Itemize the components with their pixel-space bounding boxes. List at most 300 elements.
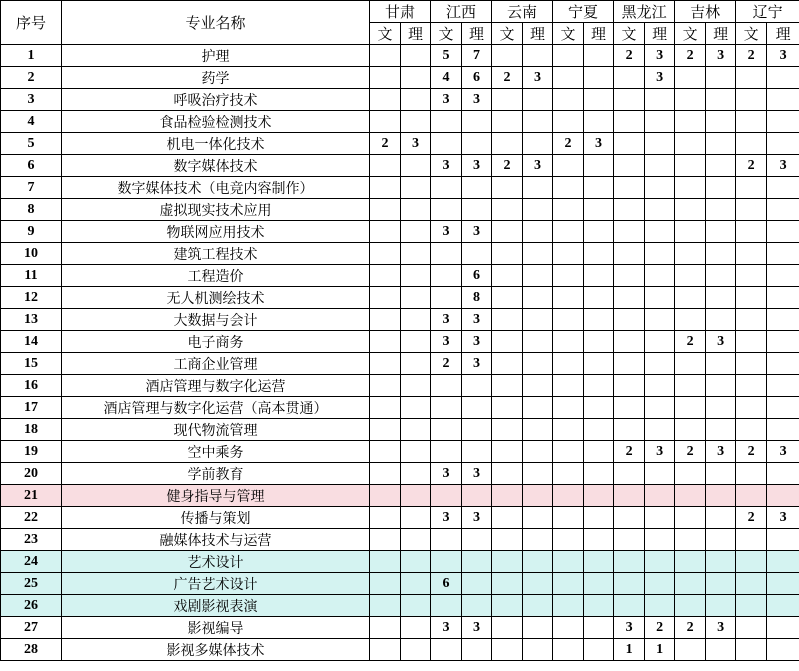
arts-count-cell bbox=[553, 375, 584, 397]
arts-count-cell bbox=[431, 265, 462, 287]
science-count-cell bbox=[706, 199, 736, 221]
science-count-cell bbox=[401, 463, 431, 485]
arts-count-cell bbox=[431, 111, 462, 133]
science-count-cell: 3 bbox=[401, 133, 431, 155]
arts-count-cell bbox=[553, 441, 584, 463]
science-count-cell bbox=[523, 265, 553, 287]
science-count-cell: 3 bbox=[462, 463, 492, 485]
arts-count-cell bbox=[492, 133, 523, 155]
science-count-cell bbox=[706, 485, 736, 507]
arts-count-cell bbox=[736, 485, 767, 507]
arts-count-cell bbox=[614, 375, 645, 397]
arts-count-cell bbox=[614, 309, 645, 331]
arts-count-cell bbox=[370, 331, 401, 353]
science-count-cell bbox=[584, 463, 614, 485]
arts-count-cell bbox=[553, 309, 584, 331]
arts-count-cell bbox=[736, 397, 767, 419]
science-count-cell bbox=[401, 397, 431, 419]
arts-count-cell bbox=[736, 133, 767, 155]
province-header: 宁夏 bbox=[553, 1, 614, 23]
arts-count-cell bbox=[614, 133, 645, 155]
arts-count-cell: 2 bbox=[614, 441, 645, 463]
arts-count-cell bbox=[492, 45, 523, 67]
science-count-cell: 2 bbox=[645, 617, 675, 639]
arts-header: 文 bbox=[675, 23, 706, 45]
arts-count-cell: 2 bbox=[675, 441, 706, 463]
arts-count-cell bbox=[614, 397, 645, 419]
arts-count-cell bbox=[492, 463, 523, 485]
arts-count-cell bbox=[431, 199, 462, 221]
arts-count-cell bbox=[431, 243, 462, 265]
arts-count-cell bbox=[736, 265, 767, 287]
table-row bbox=[1, 529, 799, 551]
row-number: 11 bbox=[1, 265, 62, 287]
row-number: 19 bbox=[1, 441, 62, 463]
major-name: 传播与策划 bbox=[62, 507, 370, 529]
arts-count-cell bbox=[492, 243, 523, 265]
science-count-cell bbox=[767, 221, 799, 243]
science-count-cell bbox=[584, 441, 614, 463]
arts-count-cell bbox=[675, 397, 706, 419]
arts-count-cell bbox=[675, 221, 706, 243]
arts-count-cell bbox=[736, 67, 767, 89]
arts-count-cell bbox=[614, 485, 645, 507]
science-header: 理 bbox=[462, 23, 492, 45]
arts-count-cell bbox=[675, 111, 706, 133]
row-number: 1 bbox=[1, 45, 62, 67]
arts-count-cell bbox=[675, 463, 706, 485]
science-count-cell bbox=[584, 375, 614, 397]
province-header: 吉林 bbox=[675, 1, 736, 23]
science-count-cell bbox=[462, 111, 492, 133]
science-count-cell: 3 bbox=[523, 155, 553, 177]
science-count-cell bbox=[584, 155, 614, 177]
major-name: 学前教育 bbox=[62, 463, 370, 485]
arts-count-cell bbox=[431, 595, 462, 617]
science-count-cell bbox=[706, 375, 736, 397]
table-row bbox=[1, 573, 799, 595]
arts-count-cell bbox=[736, 573, 767, 595]
science-count-cell bbox=[645, 287, 675, 309]
arts-count-cell bbox=[736, 199, 767, 221]
science-count-cell bbox=[523, 441, 553, 463]
science-count-cell bbox=[706, 507, 736, 529]
science-count-cell bbox=[584, 331, 614, 353]
science-count-cell bbox=[523, 45, 553, 67]
arts-count-cell bbox=[492, 595, 523, 617]
arts-count-cell bbox=[736, 89, 767, 111]
science-count-cell bbox=[706, 419, 736, 441]
table-row bbox=[1, 485, 799, 507]
science-count-cell bbox=[584, 111, 614, 133]
science-count-cell bbox=[523, 89, 553, 111]
arts-count-cell: 3 bbox=[431, 221, 462, 243]
science-count-cell bbox=[706, 573, 736, 595]
science-count-cell bbox=[767, 133, 799, 155]
science-count-cell bbox=[767, 617, 799, 639]
science-count-cell: 3 bbox=[462, 353, 492, 375]
arts-count-cell bbox=[553, 155, 584, 177]
arts-count-cell bbox=[736, 463, 767, 485]
arts-count-cell bbox=[736, 529, 767, 551]
science-count-cell bbox=[767, 419, 799, 441]
arts-count-cell: 2 bbox=[736, 155, 767, 177]
science-count-cell bbox=[645, 485, 675, 507]
table-row bbox=[1, 221, 799, 243]
science-count-cell bbox=[401, 243, 431, 265]
science-count-cell bbox=[401, 441, 431, 463]
arts-count-cell bbox=[675, 529, 706, 551]
arts-count-cell bbox=[614, 551, 645, 573]
arts-count-cell bbox=[553, 463, 584, 485]
arts-header: 文 bbox=[431, 23, 462, 45]
science-count-cell: 6 bbox=[462, 265, 492, 287]
arts-count-cell bbox=[675, 89, 706, 111]
arts-header: 文 bbox=[736, 23, 767, 45]
science-count-cell bbox=[767, 529, 799, 551]
science-count-cell bbox=[584, 221, 614, 243]
seq-header: 序号 bbox=[1, 1, 62, 45]
arts-count-cell bbox=[370, 67, 401, 89]
science-count-cell bbox=[584, 309, 614, 331]
science-count-cell bbox=[767, 89, 799, 111]
science-count-cell bbox=[401, 595, 431, 617]
science-count-cell bbox=[645, 265, 675, 287]
science-count-cell bbox=[401, 485, 431, 507]
row-number: 24 bbox=[1, 551, 62, 573]
table-row bbox=[1, 551, 799, 573]
science-count-cell bbox=[523, 199, 553, 221]
major-name: 护理 bbox=[62, 45, 370, 67]
major-name: 健身指导与管理 bbox=[62, 485, 370, 507]
arts-count-cell bbox=[736, 287, 767, 309]
major-name: 酒店管理与数字化运营 bbox=[62, 375, 370, 397]
science-count-cell: 3 bbox=[706, 441, 736, 463]
arts-count-cell: 3 bbox=[431, 463, 462, 485]
arts-count-cell bbox=[370, 221, 401, 243]
science-count-cell bbox=[706, 463, 736, 485]
arts-count-cell: 2 bbox=[736, 45, 767, 67]
arts-count-cell bbox=[370, 45, 401, 67]
province-header: 黑龙江 bbox=[614, 1, 675, 23]
arts-count-cell: 2 bbox=[675, 331, 706, 353]
arts-count-cell bbox=[553, 617, 584, 639]
science-count-cell bbox=[645, 309, 675, 331]
major-name: 广告艺术设计 bbox=[62, 573, 370, 595]
arts-count-cell bbox=[370, 463, 401, 485]
science-count-cell bbox=[645, 133, 675, 155]
arts-count-cell bbox=[553, 353, 584, 375]
arts-count-cell: 2 bbox=[370, 133, 401, 155]
science-count-cell bbox=[584, 419, 614, 441]
arts-count-cell bbox=[492, 441, 523, 463]
arts-count-cell bbox=[675, 573, 706, 595]
table-body bbox=[1, 45, 799, 661]
arts-count-cell bbox=[736, 221, 767, 243]
arts-count-cell bbox=[614, 243, 645, 265]
science-count-cell bbox=[645, 419, 675, 441]
table-row bbox=[1, 463, 799, 485]
science-count-cell bbox=[767, 375, 799, 397]
science-header: 理 bbox=[401, 23, 431, 45]
science-count-cell bbox=[523, 353, 553, 375]
row-number: 13 bbox=[1, 309, 62, 331]
science-count-cell bbox=[523, 419, 553, 441]
science-count-cell bbox=[584, 573, 614, 595]
arts-count-cell bbox=[431, 441, 462, 463]
major-name: 呼吸治疗技术 bbox=[62, 89, 370, 111]
arts-count-cell bbox=[736, 617, 767, 639]
arts-count-cell: 2 bbox=[736, 507, 767, 529]
arts-count-cell bbox=[492, 617, 523, 639]
table-row bbox=[1, 595, 799, 617]
science-count-cell: 3 bbox=[462, 221, 492, 243]
arts-count-cell: 3 bbox=[431, 155, 462, 177]
arts-count-cell bbox=[553, 331, 584, 353]
arts-count-cell: 2 bbox=[492, 155, 523, 177]
science-count-cell bbox=[767, 67, 799, 89]
arts-header: 文 bbox=[553, 23, 584, 45]
arts-count-cell bbox=[431, 419, 462, 441]
science-count-cell bbox=[584, 617, 614, 639]
arts-count-cell bbox=[675, 375, 706, 397]
science-count-cell bbox=[462, 529, 492, 551]
arts-count-cell bbox=[553, 595, 584, 617]
science-count-cell: 8 bbox=[462, 287, 492, 309]
science-count-cell bbox=[706, 287, 736, 309]
science-count-cell: 3 bbox=[706, 331, 736, 353]
science-count-cell bbox=[584, 89, 614, 111]
science-count-cell bbox=[462, 243, 492, 265]
arts-count-cell bbox=[553, 67, 584, 89]
arts-count-cell bbox=[614, 89, 645, 111]
science-count-cell: 6 bbox=[462, 67, 492, 89]
science-count-cell bbox=[767, 639, 799, 661]
arts-count-cell bbox=[675, 639, 706, 661]
arts-count-cell bbox=[675, 485, 706, 507]
arts-count-cell bbox=[675, 133, 706, 155]
table-row bbox=[1, 45, 799, 67]
table-row bbox=[1, 89, 799, 111]
science-count-cell bbox=[706, 67, 736, 89]
arts-count-cell bbox=[553, 111, 584, 133]
science-count-cell bbox=[706, 155, 736, 177]
major-name: 物联网应用技术 bbox=[62, 221, 370, 243]
arts-count-cell bbox=[370, 551, 401, 573]
row-number: 26 bbox=[1, 595, 62, 617]
arts-count-cell: 2 bbox=[614, 45, 645, 67]
table-row bbox=[1, 287, 799, 309]
arts-count-cell: 3 bbox=[431, 617, 462, 639]
science-count-cell bbox=[706, 265, 736, 287]
table-row bbox=[1, 353, 799, 375]
arts-count-cell bbox=[675, 199, 706, 221]
arts-count-cell bbox=[614, 155, 645, 177]
province-header: 辽宁 bbox=[736, 1, 799, 23]
science-count-cell bbox=[401, 529, 431, 551]
science-count-cell bbox=[767, 199, 799, 221]
arts-count-cell bbox=[736, 419, 767, 441]
arts-count-cell bbox=[431, 529, 462, 551]
arts-count-cell bbox=[736, 243, 767, 265]
arts-count-cell bbox=[614, 353, 645, 375]
science-count-cell bbox=[462, 375, 492, 397]
arts-count-cell bbox=[492, 331, 523, 353]
arts-count-cell bbox=[492, 529, 523, 551]
science-count-cell bbox=[645, 199, 675, 221]
arts-count-cell bbox=[736, 309, 767, 331]
major-name: 戏剧影视表演 bbox=[62, 595, 370, 617]
science-count-cell bbox=[523, 243, 553, 265]
arts-count-cell bbox=[553, 221, 584, 243]
science-count-cell bbox=[401, 617, 431, 639]
table-row bbox=[1, 397, 799, 419]
science-count-cell bbox=[767, 287, 799, 309]
arts-count-cell bbox=[553, 529, 584, 551]
row-number: 14 bbox=[1, 331, 62, 353]
science-header: 理 bbox=[584, 23, 614, 45]
arts-count-cell bbox=[553, 199, 584, 221]
arts-count-cell bbox=[370, 265, 401, 287]
arts-count-cell bbox=[431, 375, 462, 397]
science-count-cell bbox=[584, 397, 614, 419]
row-number: 2 bbox=[1, 67, 62, 89]
science-count-cell: 3 bbox=[767, 155, 799, 177]
major-name: 数字媒体技术 bbox=[62, 155, 370, 177]
science-count-cell: 3 bbox=[584, 133, 614, 155]
arts-count-cell: 2 bbox=[675, 45, 706, 67]
table-header bbox=[1, 1, 799, 45]
arts-count-cell: 6 bbox=[431, 573, 462, 595]
arts-count-cell: 3 bbox=[614, 617, 645, 639]
arts-count-cell bbox=[553, 551, 584, 573]
row-number: 8 bbox=[1, 199, 62, 221]
arts-count-cell bbox=[370, 353, 401, 375]
arts-count-cell bbox=[675, 419, 706, 441]
arts-count-cell bbox=[553, 265, 584, 287]
arts-count-cell bbox=[370, 639, 401, 661]
arts-count-cell: 4 bbox=[431, 67, 462, 89]
science-count-cell bbox=[767, 573, 799, 595]
row-number: 27 bbox=[1, 617, 62, 639]
science-count-cell bbox=[767, 111, 799, 133]
science-count-cell: 3 bbox=[767, 507, 799, 529]
science-count-cell: 3 bbox=[462, 331, 492, 353]
arts-count-cell bbox=[736, 595, 767, 617]
arts-count-cell bbox=[675, 507, 706, 529]
arts-count-cell bbox=[492, 507, 523, 529]
arts-count-cell bbox=[492, 419, 523, 441]
arts-count-cell bbox=[675, 353, 706, 375]
arts-count-cell bbox=[736, 111, 767, 133]
major-name: 机电一体化技术 bbox=[62, 133, 370, 155]
science-count-cell bbox=[523, 463, 553, 485]
arts-count-cell bbox=[553, 639, 584, 661]
arts-count-cell bbox=[370, 375, 401, 397]
arts-count-cell: 3 bbox=[431, 507, 462, 529]
row-number: 16 bbox=[1, 375, 62, 397]
science-count-cell bbox=[523, 617, 553, 639]
science-count-cell bbox=[706, 595, 736, 617]
arts-count-cell: 3 bbox=[431, 309, 462, 331]
arts-count-cell bbox=[370, 287, 401, 309]
science-count-cell bbox=[584, 639, 614, 661]
science-count-cell bbox=[706, 177, 736, 199]
science-count-cell bbox=[645, 177, 675, 199]
science-count-cell: 3 bbox=[645, 45, 675, 67]
arts-count-cell bbox=[675, 177, 706, 199]
science-count-cell bbox=[706, 397, 736, 419]
row-number: 5 bbox=[1, 133, 62, 155]
table-row bbox=[1, 133, 799, 155]
arts-count-cell bbox=[553, 573, 584, 595]
arts-count-cell bbox=[614, 573, 645, 595]
arts-count-cell bbox=[675, 155, 706, 177]
row-number: 3 bbox=[1, 89, 62, 111]
science-count-cell bbox=[645, 397, 675, 419]
arts-count-cell bbox=[370, 155, 401, 177]
science-count-cell: 3 bbox=[645, 441, 675, 463]
science-count-cell bbox=[645, 111, 675, 133]
science-count-cell bbox=[401, 155, 431, 177]
major-name: 酒店管理与数字化运营（高本贯通） bbox=[62, 397, 370, 419]
science-count-cell bbox=[584, 243, 614, 265]
science-count-cell: 3 bbox=[767, 45, 799, 67]
science-count-cell bbox=[584, 529, 614, 551]
science-count-cell bbox=[523, 331, 553, 353]
arts-count-cell bbox=[370, 419, 401, 441]
arts-count-cell bbox=[492, 287, 523, 309]
row-number: 21 bbox=[1, 485, 62, 507]
arts-count-cell: 5 bbox=[431, 45, 462, 67]
arts-count-cell bbox=[553, 287, 584, 309]
science-count-cell bbox=[645, 375, 675, 397]
science-header: 理 bbox=[523, 23, 553, 45]
table-row bbox=[1, 507, 799, 529]
science-count-cell bbox=[523, 133, 553, 155]
table-row bbox=[1, 265, 799, 287]
arts-count-cell bbox=[736, 551, 767, 573]
science-count-cell bbox=[401, 177, 431, 199]
major-name: 工商企业管理 bbox=[62, 353, 370, 375]
arts-count-cell bbox=[492, 265, 523, 287]
arts-count-cell bbox=[553, 45, 584, 67]
arts-count-cell bbox=[492, 309, 523, 331]
table-row bbox=[1, 441, 799, 463]
science-count-cell bbox=[401, 419, 431, 441]
arts-count-cell bbox=[553, 419, 584, 441]
science-count-cell bbox=[523, 375, 553, 397]
science-count-cell bbox=[401, 265, 431, 287]
science-count-cell: 3 bbox=[462, 155, 492, 177]
science-count-cell bbox=[584, 353, 614, 375]
arts-count-cell bbox=[370, 243, 401, 265]
science-count-cell bbox=[401, 89, 431, 111]
science-count-cell bbox=[462, 551, 492, 573]
arts-count-cell: 1 bbox=[614, 639, 645, 661]
arts-count-cell bbox=[370, 177, 401, 199]
science-count-cell: 1 bbox=[645, 639, 675, 661]
arts-count-cell bbox=[492, 177, 523, 199]
science-count-cell: 7 bbox=[462, 45, 492, 67]
science-count-cell bbox=[584, 595, 614, 617]
science-count-cell bbox=[401, 221, 431, 243]
arts-count-cell bbox=[614, 595, 645, 617]
major-name: 虚拟现实技术应用 bbox=[62, 199, 370, 221]
science-count-cell bbox=[523, 221, 553, 243]
science-count-cell bbox=[401, 199, 431, 221]
arts-count-cell bbox=[614, 111, 645, 133]
